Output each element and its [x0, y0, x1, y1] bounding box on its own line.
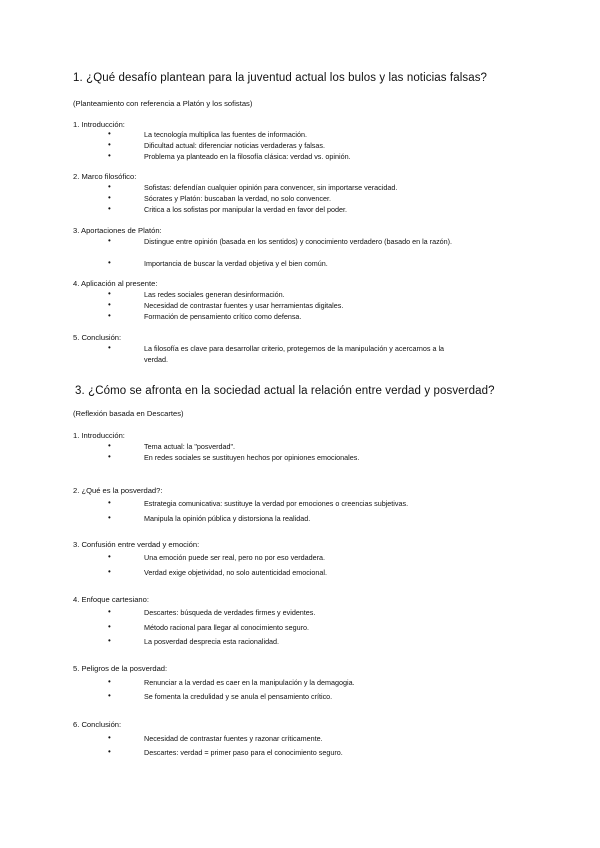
- bullet-icon: •: [108, 289, 111, 298]
- bullet-icon: •: [108, 452, 111, 461]
- q2-section-heading: 2. ¿Qué es la posverdad?:: [73, 486, 163, 495]
- bullet-icon: •: [108, 129, 111, 138]
- q1-section-heading: 2. Marco filosófico:: [73, 172, 137, 181]
- question-2-subtitle: (Reflexión basada en Descartes): [73, 409, 184, 418]
- bullet-icon: •: [108, 636, 111, 645]
- q2-section-heading: 3. Confusión entre verdad y emoción:: [73, 540, 200, 549]
- bullet-icon: •: [108, 204, 111, 213]
- bullet-icon: •: [108, 140, 111, 149]
- bullet-icon: •: [108, 300, 111, 309]
- q2-section-heading: 5. Peligros de la posverdad:: [73, 664, 168, 673]
- bullet-icon: •: [108, 747, 111, 756]
- bullet-icon: •: [108, 733, 111, 742]
- bullet-icon: •: [108, 691, 111, 700]
- bullet-icon: •: [108, 567, 111, 576]
- bullet-icon: •: [108, 607, 111, 616]
- bullet-icon: •: [108, 236, 111, 245]
- q1-section-heading: 4. Aplicación al presente:: [73, 279, 158, 288]
- document-page: 1. ¿Qué desafío plantean para la juventud actual los bulos y las noticias falsas? (Planteamiento con referencia a Platón y los sofistas) 1. Introducción: • La tecnología multiplica las fuentes de información. • Dificultad actual: diferenciar noticias verdaderas y falsas. • Problema ya planteado en la filosofía clásica: verdad vs. opinión. 2. Marco filosófico: • Sofistas: defendían cualquier opinión para convencer, sin importarse veracidad. • Sócrates y Platón: buscaban la verdad, no solo convencer. • Critica a los sofistas por manipular la verdad en favor del poder. 3. Aportaciones de Platón: • Distingue entre opinión (basada en los sentidos) y conocimiento verdadero (basado en la razón). • Importancia de buscar la verdad objetiva y el bien común. 4. Aplicación al presente: • Las redes sociales generan desinformación. • Necesidad de contrastar fuentes y usar herramientas digitales. • Formación de pensamiento crítico como defensa. 5. Conclusión: • La filosofía es clave para desarrollar criterio, protegernos de la manipulación y acercarnos a la verdad. 3. ¿Cómo se afronta en la sociedad actual la relación entre verdad y posverdad? (Reflexión basada en Descartes) 1. Introducción: • Tema actual: la "posverdad". • En redes sociales se sustituyen hechos por opiniones emocionales. 2. ¿Qué es la posverdad?: • Estrategia comunicativa: sustituye la verdad por emociones o creencias subjetivas. • Manipula la opinión pública y distorsiona la realidad. 3. Confusión entre verdad y emoción: • Una emoción puede ser real, pero no por eso verdadera. • Verdad exige objetividad, no solo autenticidad emocional. 4. Enfoque cartesiano: • Descartes: búsqueda de verdades firmes y evidentes. • Método racional para llegar al conocimiento seguro. • La posverdad desprecia esta racionalidad. 5. Peligros de la posverdad: • Renunciar a la verdad es caer en la manipulación y la demagogia. • Se fomenta la credulidad y se anula el pensamiento crítico. 6. Conclusión: • Necesidad de contrastar fuentes y razonar críticamente. • Descartes: verdad = primer paso para el conocimiento seguro.: [73, 72, 495, 757]
- question-1-title: 1. ¿Qué desafío plantean para la juventud actual los bulos y las noticias falsas?: [73, 72, 488, 84]
- q1-section-heading: 5. Conclusión:: [73, 333, 122, 342]
- bullet-icon: •: [108, 151, 111, 160]
- q1-section-heading: 1. Introducción:: [73, 120, 125, 129]
- question-2-title: 3. ¿Cómo se afronta en la sociedad actual la relación entre verdad y posverdad?: [75, 385, 495, 397]
- bullet-icon: •: [108, 622, 111, 631]
- bullet-icon: •: [108, 182, 111, 191]
- bullet-icon: •: [108, 441, 111, 450]
- q2-section-heading: 6. Conclusión:: [73, 720, 122, 729]
- q1-section-heading: 3. Aportaciones de Platón:: [73, 226, 162, 235]
- bullet-icon: •: [108, 193, 111, 202]
- bullet-icon: •: [108, 498, 111, 507]
- bullet-icon: •: [108, 258, 111, 267]
- bullet-icon: •: [108, 343, 111, 352]
- bullet-icon: •: [108, 513, 111, 522]
- bullet-icon: •: [108, 311, 111, 320]
- bullet-icon: •: [108, 677, 111, 686]
- question-1-subtitle: (Planteamiento con referencia a Platón y los sofistas): [73, 99, 253, 108]
- bullet-icon: •: [108, 552, 111, 561]
- q2-section-heading: 1. Introducción:: [73, 431, 125, 440]
- q2-section-heading: 4. Enfoque cartesiano:: [73, 595, 149, 604]
